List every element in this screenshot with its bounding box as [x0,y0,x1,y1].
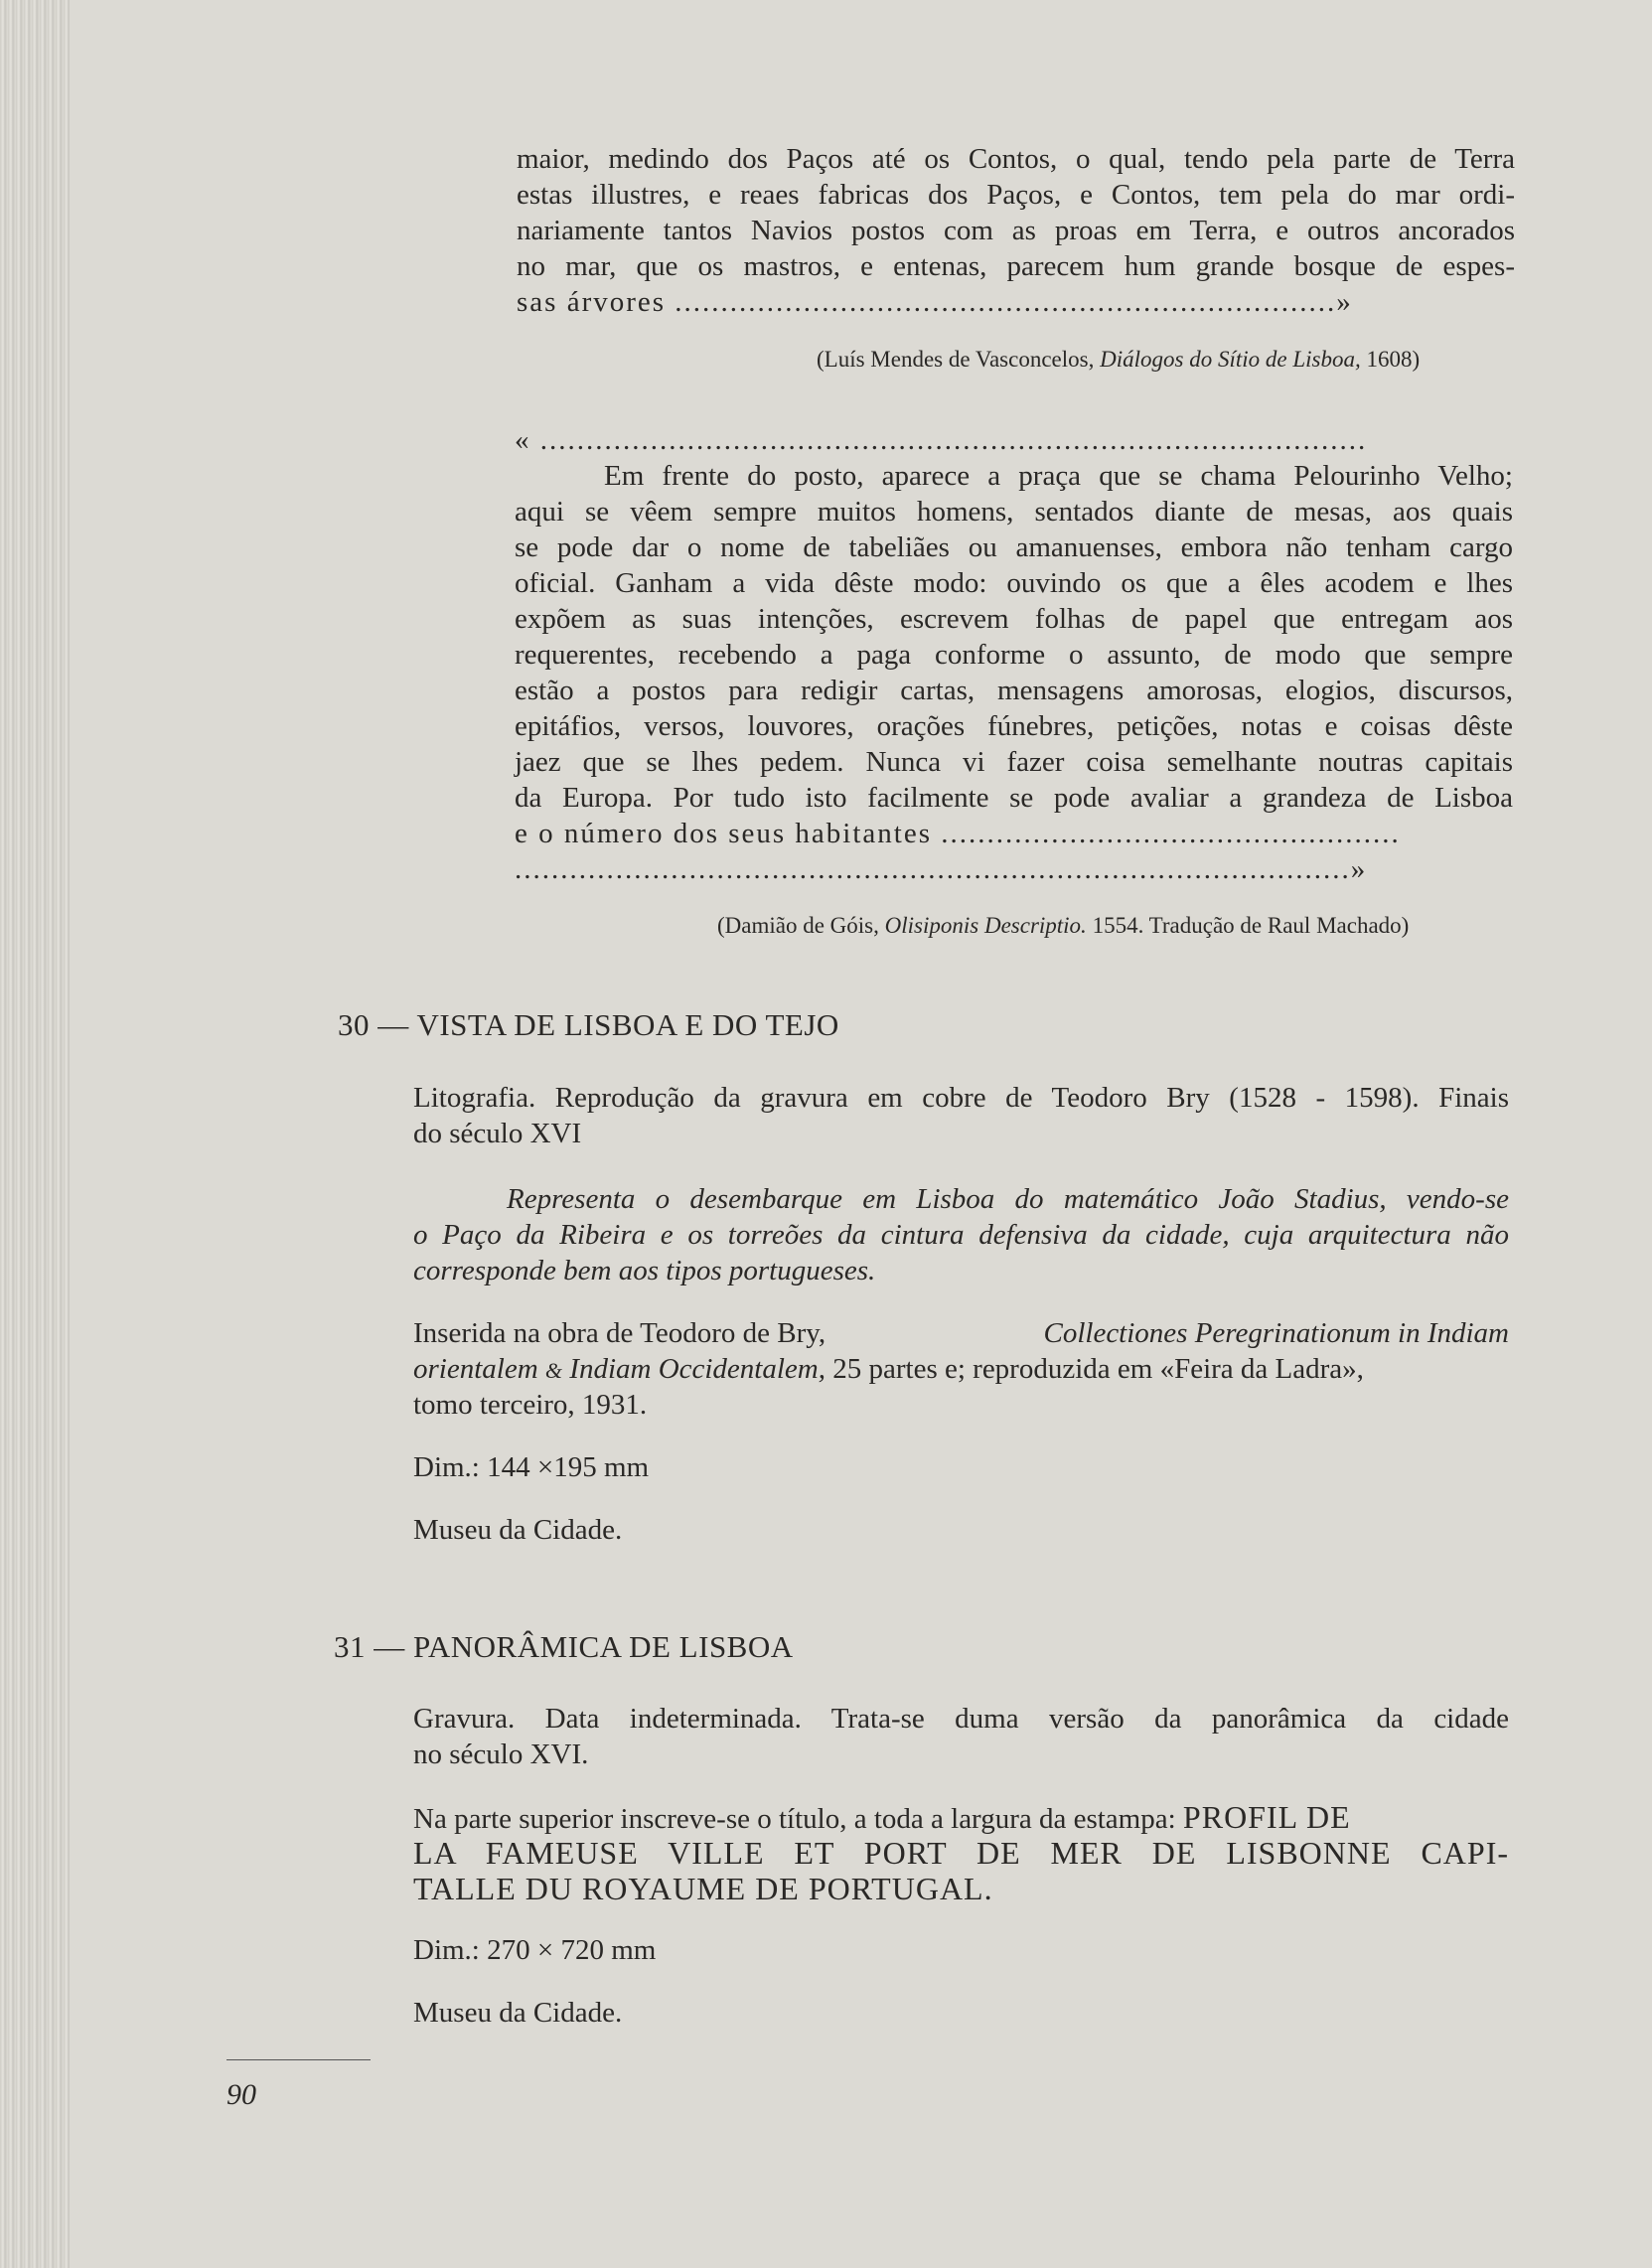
quote2-citation [717,908,1409,944]
entry31-desc-line-2: no século XVI. [413,1739,589,1770]
quote2-line-1: Em frente do posto, aparece a praça que se chama Pelourinho Velho; [604,460,1513,492]
entry30-inserted-l2-c: 25 partes e; reproduzida em «Feira da Ladra», [825,1353,1364,1385]
entry31-heading: 31 — PANORÂMICA DE LISBOA [334,1629,794,1664]
entry30-italic-line-1: Representa o desembarque em Lisboa do matemático João Stadius, vendo-se [507,1183,1509,1215]
quote2-line-8: epitáfios, versos, louvores, orações fúnebres, petições, notas e coisas dêste [515,710,1513,742]
ampersand-glyph: & [544,1358,563,1383]
entry30-desc-line-2: do século XVI [413,1118,582,1149]
entry30-inserted-l1-b: Collectiones Peregrinationum in Indiam [1043,1317,1509,1349]
quote1-line-3: nariamente tantos Navios postos com as proas em Terra, e outros ancorados [517,215,1515,246]
quote1-line-4: no mar, que os mastros, e entenas, parecem hum grande bosque de espes- [517,250,1515,282]
entry30-inserted-l1-a: Inserida na obra de Teodoro de Bry, [413,1317,833,1349]
quote2-citation-suffix: 1554. Tradução de Raul Machado) [1086,913,1410,938]
quote1-citation-title: Diálogos do Sítio de Lisboa, [1100,347,1361,372]
quote2-line-2: aqui se vêem sempre muitos homens, sentados diante de mesas, aos quais [515,496,1513,528]
quote2-citation-prefix: (Damião de Góis, [717,913,885,938]
quote2-line-3: se pode dar o nome de tabeliães ou amanuenses, embora não tenham cargo [515,531,1513,563]
entry31-inserted-l1-b: PROFIL DE [1182,1799,1351,1835]
quote2-close-line: ...........................................................................................» [515,853,1368,885]
entry30-location: Museu da Cidade. [413,1514,623,1546]
page-number: 90 [226,2078,256,2111]
entry30-italic-line-2: o Paço da Ribeira e os torreões da cintura defensiva da cidade, cuja arquitectura não [413,1219,1509,1251]
entry31-inserted-l1-a: Na parte superior inscreve-se o título, a toda a largura da estampa: [413,1803,1183,1835]
entry31-caps-line-2: TALLE DU ROYAUME DE PORTUGAL. [413,1871,993,1906]
quote2-line-7: estão a postos para redigir cartas, mensagens amorosas, elogios, discursos, [515,675,1513,706]
quote1-citation-prefix: (Luís Mendes de Vasconcelos, [817,347,1101,372]
quote2-line-6: requerentes, recebendo a paga conforme o assunto, de modo que sempre [515,639,1513,671]
quote1-line-1: maior, medindo dos Paços até os Contos, o qual, tendo pela parte de Terra [517,143,1515,175]
entry30-inserted-line-1 [413,1315,1509,1351]
entry31-inserted-line-1 [413,1799,1351,1837]
entry30-inserted-line-3: tomo terceiro, 1931. [413,1389,648,1421]
quote2-line-11: e o número dos seus habitantes .................................................. [515,818,1401,849]
quote2-line-10: da Europa. Por tudo isto facilmente se pode avaliar a grandeza de Lisboa [515,782,1513,814]
quote2-line-9: jaez que se lhes pedem. Nunca vi fazer coisa semelhante noutras capitais [515,746,1513,778]
entry30-inserted-l2-b: Indiam Occidentalem, [562,1353,826,1385]
entry31-location: Museu da Cidade. [413,1997,623,2029]
entry30-desc-line-1: Litografia. Reprodução da gravura em cobre de Teodoro Bry (1528 - 1598). Finais [413,1082,1509,1114]
entry31-caps-line-1: LA FAMEUSE VILLE ET PORT DE MER DE LISBONNE CAPI- [413,1835,1509,1871]
entry31-dimensions: Dim.: 270 × 720 mm [413,1934,657,1966]
quote2-open-line: « .......................................................................................... [515,424,1368,456]
entry30-dimensions: Dim.: 144 ×195 mm [413,1451,650,1483]
entry30-italic-line-3: corresponde bem aos tipos portugueses. [413,1255,876,1286]
quote1-line-5: sas árvores ........................................................................» [517,286,1353,318]
entry30-heading: 30 — VISTA DE LISBOA E DO TEJO [338,1007,839,1042]
quote1-citation-suffix: 1608) [1360,347,1421,372]
quote2-citation-title: Olisiponis Descriptio. [884,913,1087,938]
entry31-desc-line-1: Gravura. Data indeterminada. Trata-se duma versão da panorâmica da cidade [413,1703,1509,1735]
quote2-line-4: oficial. Ganham a vida dêste modo: ouvindo os que a êles acodem e lhes [515,567,1513,599]
footer-rule [226,2059,371,2060]
quote1-line-2: estas illustres, e reaes fabricas dos Paços, e Contos, tem pela do mar ordi- [517,179,1515,211]
entry30-inserted-line-2 [413,1351,1509,1389]
quote2-line-5: expõem as suas intenções, escrevem folhas de papel que entregam aos [515,603,1513,635]
quote1-citation [817,342,1420,378]
entry30-inserted-l2-a: orientalem [413,1353,538,1385]
